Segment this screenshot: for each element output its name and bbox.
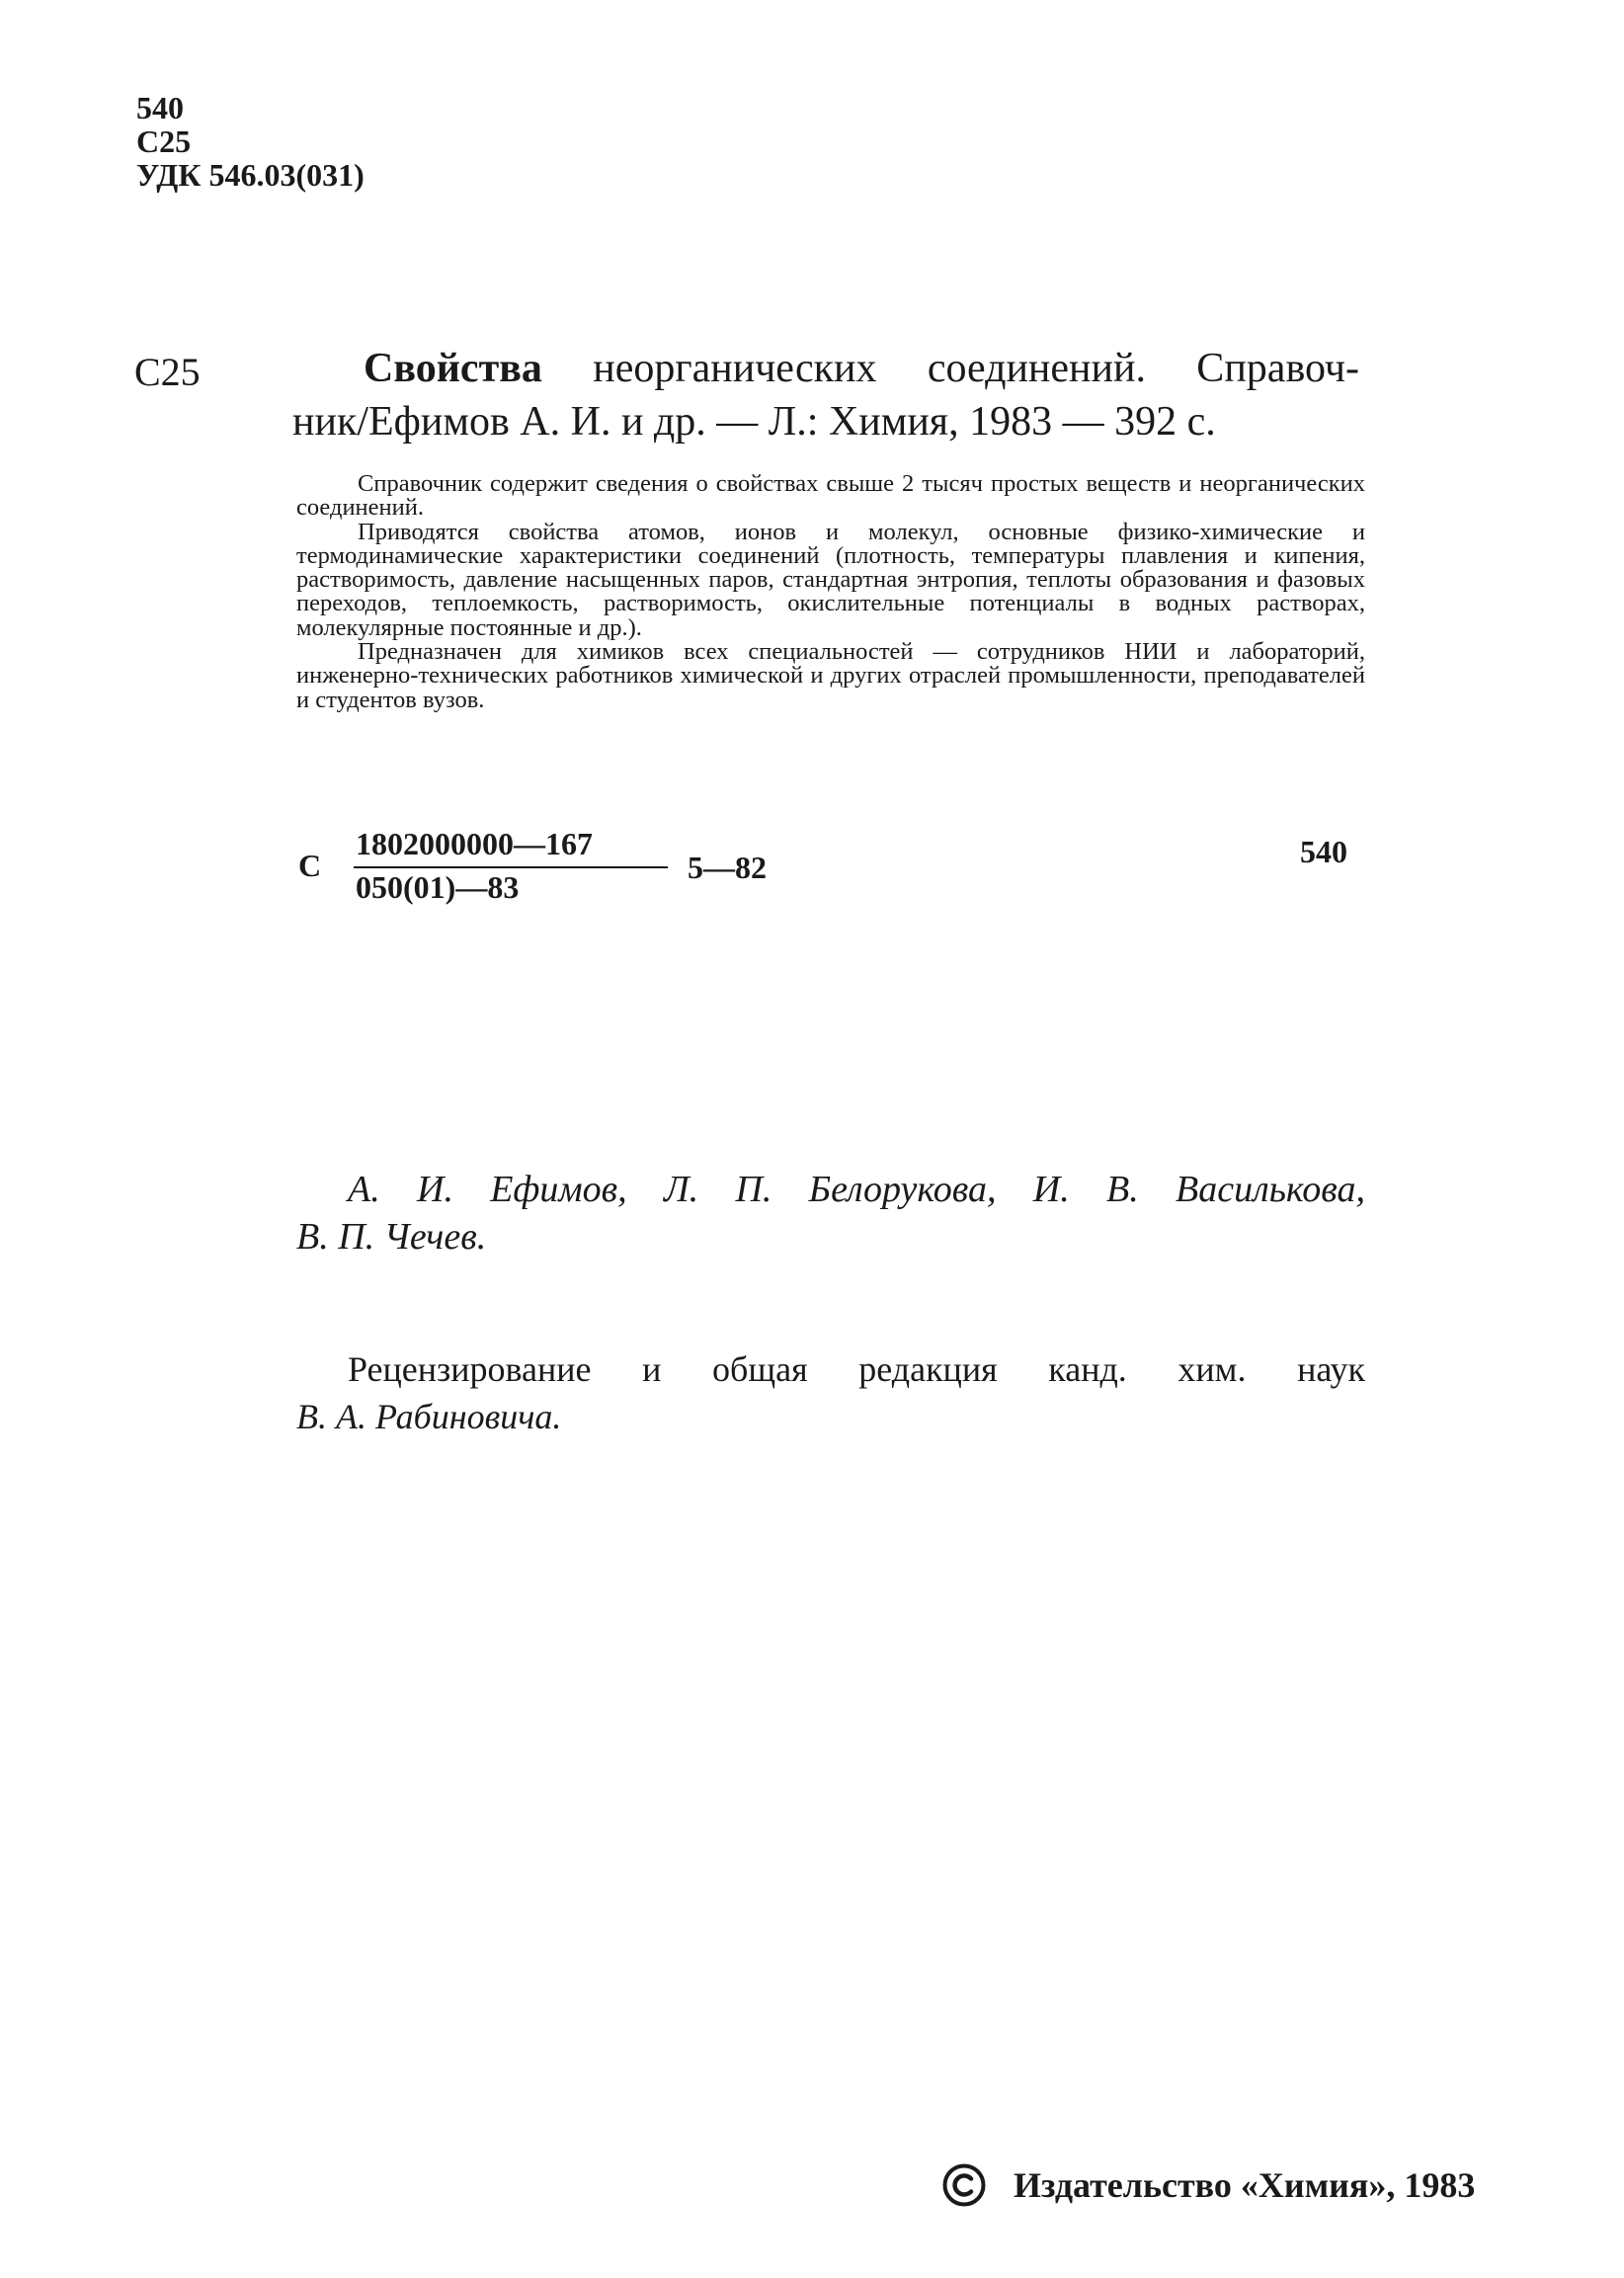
catalog-right-code: 540 xyxy=(1300,834,1347,869)
bib-title-word: Свойства xyxy=(364,346,542,391)
udc-code: УДК 546.03(031) xyxy=(136,157,365,193)
classification-block xyxy=(136,91,365,192)
catalog-letter: С xyxy=(298,848,322,883)
bib-line-1 xyxy=(364,342,1359,395)
review xyxy=(296,1345,1365,1440)
catalog-denominator: 050(01)—83 xyxy=(356,869,520,905)
review-line-1: Рецензирование и общая редакция канд. хим. наук xyxy=(348,1349,1365,1389)
classification-code: 540 xyxy=(136,90,184,125)
catalog-numerator: 1802000000—167 xyxy=(356,826,593,861)
copyright-notice xyxy=(942,2163,1475,2207)
bib-index: С25 xyxy=(134,350,201,394)
catalog-suffix: 5—82 xyxy=(688,850,767,885)
bib-record xyxy=(292,342,1359,448)
copyright-text: Издательство «Химия», 1983 xyxy=(1014,2165,1476,2205)
catalog-fraction-line xyxy=(354,866,668,868)
abstract-paragraph-2: Приводятся свойства атомов, ионов и молекул, основные физико-химические и термодинамические характеристики соединений (плотность, температуры плавления и кипения, растворимость, давление насыщенных паров, стандартная энтропия, теплоты образования и фазовых переходов, теплоемкость, растворимость, окислительные потенциалы в водных растворах, молекулярные постоянные и др.). xyxy=(296,518,1365,641)
review-editor: В. А. Рабиновича. xyxy=(296,1397,562,1436)
abstract xyxy=(296,472,1365,712)
authors xyxy=(296,1166,1365,1261)
abstract-paragraph-1: Справочник содержит сведения о свойствах свыше 2 тысяч простых веществ и неорганических соединений. xyxy=(296,470,1365,522)
classification-author-mark: С25 xyxy=(136,123,192,159)
bib-line-2: ник/Ефимов А. И. и др. — Л.: Химия, 1983 — 392 с. xyxy=(292,399,1216,445)
authors-line-2: В. П. Чечев. xyxy=(296,1216,487,1258)
authors-line-1: А. И. Ефимов, Л. П. Белорукова, И. В. Василькова, xyxy=(348,1169,1365,1210)
copyright-icon xyxy=(942,2163,986,2207)
abstract-paragraph-3: Предназначен для химиков всех специальностей — сотрудников НИИ и лабораторий, инженерно-технических работников химической и других отраслей промышленности, преподавателей и студентов вузов. xyxy=(296,638,1365,713)
bib-line-1-rest: неорганических соединений. Справоч- xyxy=(593,346,1360,391)
